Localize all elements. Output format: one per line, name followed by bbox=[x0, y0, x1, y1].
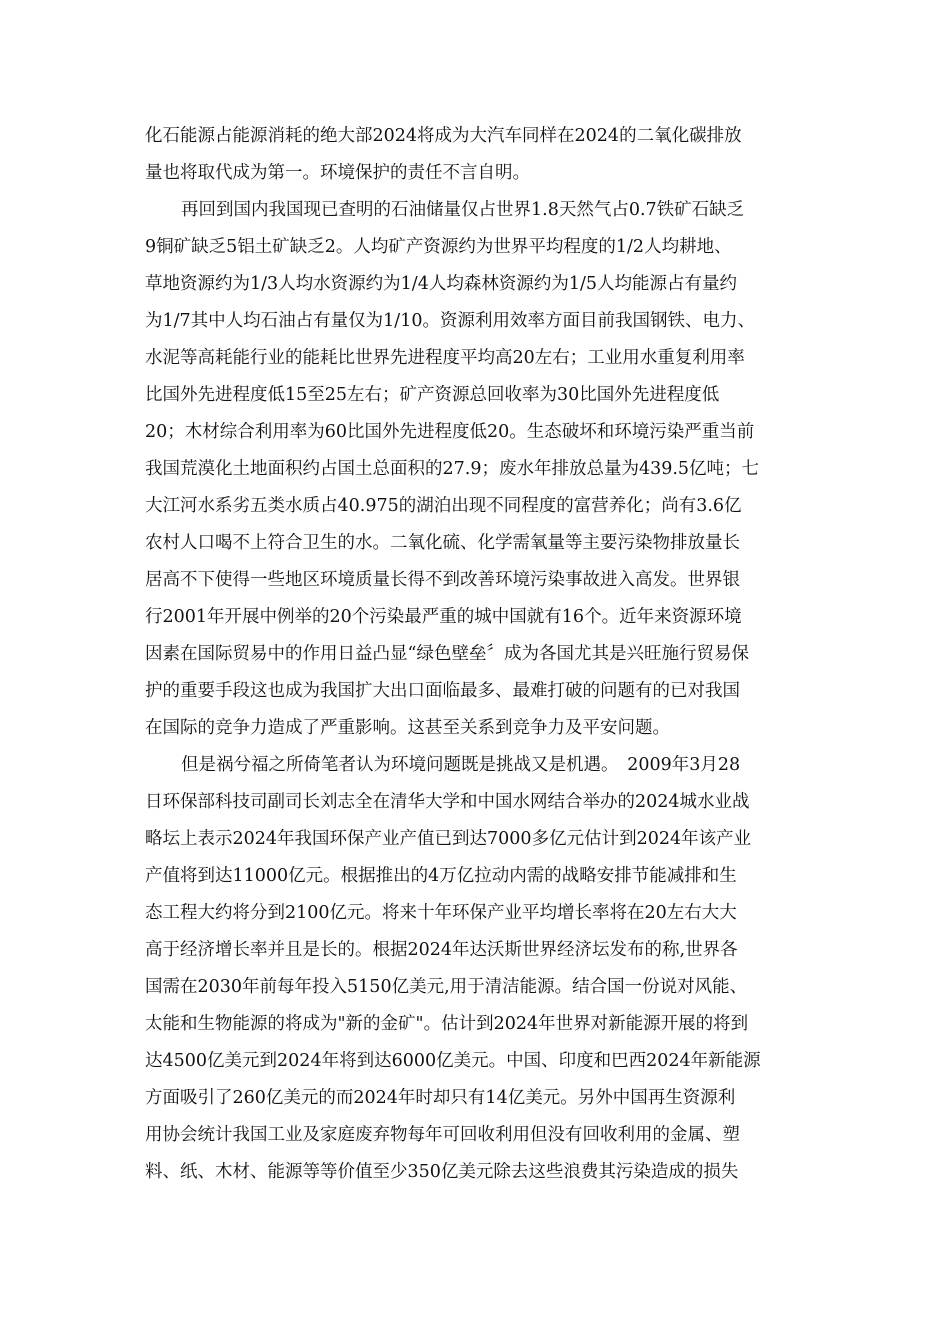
text-line: 草地资源约为1/3人均水资源约为1/4人均森林资源约为1/5人均能源占有量约 bbox=[145, 274, 737, 294]
text-line: 料、纸、木材、能源等等价值至少350亿美元除去这些浪费其污染造成的损失 bbox=[145, 1162, 739, 1182]
text-line: 9铜矿缺乏5铝土矿缺乏2。人均矿产资源约为世界平均程度的1/2人均耕地、 bbox=[145, 237, 732, 257]
text-line: 日环保部科技司副司长刘志全在清华大学和中国水网结合举办的2024城水业战 bbox=[145, 792, 750, 812]
paragraph-start-line: 但是祸兮福之所倚笔者认为环境问题既是挑战又是机遇。 2009年3月28 bbox=[181, 755, 741, 775]
text-line: 护的重要手段这也成为我国扩大出口面临最多、最难打破的问题有的已对我国 bbox=[145, 681, 740, 701]
text-line: 大江河水系劣五类水质占40.975的湖泊出现不同程度的富营养化；尚有3.6亿 bbox=[145, 496, 742, 516]
text-line: 化石能源占能源消耗的绝大部2024将成为大汽车同样在2024的二氧化碳排放 bbox=[145, 126, 742, 146]
paragraph-start-line: 再回到国内我国现已查明的石油储量仅占世界1.8天然气占0.7铁矿石缺乏 bbox=[181, 200, 745, 220]
document-body bbox=[145, 118, 807, 1191]
text-line: 高于经济增长率并且是长的。根据2024年达沃斯世界经济坛发布的称,世界各 bbox=[145, 940, 738, 960]
text-line: 因素在国际贸易中的作用日益凸显“绿色壁垒〞成为各国尤其是兴旺施行贸易保 bbox=[145, 644, 749, 664]
text-line: 略坛上表示2024年我国环保产业产值已到达7000多亿元估计到2024年该产业 bbox=[145, 829, 752, 849]
text-line: 我国荒漠化土地面积约占国土总面积的27.9；废水年排放总量为439.5亿吨；七 bbox=[145, 459, 760, 479]
text-line: 比国外先进程度低15至25左右；矿产资源总回收率为30比国外先进程度低 bbox=[145, 385, 720, 405]
text-line: 水泥等高耗能行业的能耗比世界先进程度平均高20左右；工业用水重复利用率 bbox=[145, 348, 745, 368]
text-line: 量也将取代成为第一。环境保护的责任不言自明。 bbox=[145, 163, 530, 183]
text-line: 产值将到达11000亿元。根据推出的4万亿拉动内需的战略安排节能减排和生 bbox=[145, 866, 737, 886]
text-line: 农村人口喝不上符合卫生的水。二氧化硫、化学需氧量等主要污染物排放量长 bbox=[145, 533, 740, 553]
text-line: 太能和生物能源的将成为"新的金矿"。估计到2024年世界对新能源开展的将到 bbox=[145, 1014, 749, 1034]
text-line: 为1/7其中人均石油占有量仅为1/10。资源利用效率方面目前我国钢铁、电力、 bbox=[145, 311, 755, 331]
text-line: 达4500亿美元到2024年将到达6000亿美元。中国、印度和巴西2024年新能源 bbox=[145, 1051, 761, 1071]
text-line: 方面吸引了260亿美元的而2024年时却只有14亿美元。另外中国再生资源利 bbox=[145, 1088, 736, 1108]
text-line: 行2001年开展中例举的20个污染最严重的城中国就有16个。近年来资源环境 bbox=[145, 607, 742, 627]
text-line: 国需在2030年前每年投入5150亿美元,用于清洁能源。结合国一份说对风能、 bbox=[145, 977, 748, 997]
text-line: 20；木材综合利用率为60比国外先进程度低20。生态破坏和环境污染严重当前 bbox=[145, 422, 755, 442]
text-line: 在国际的竞争力造成了严重影响。这甚至关系到竞争力及平安问题。 bbox=[145, 718, 670, 738]
text-line: 居高不下使得一些地区环境质量长得不到改善环境污染事故进入高发。世界银 bbox=[145, 570, 740, 590]
text-line: 态工程大约将分到2100亿元。将来十年环保产业平均增长率将在20左右大大 bbox=[145, 903, 737, 923]
text-line: 用协会统计我国工业及家庭废弃物每年可回收利用但没有回收利用的金属、塑 bbox=[145, 1125, 740, 1145]
